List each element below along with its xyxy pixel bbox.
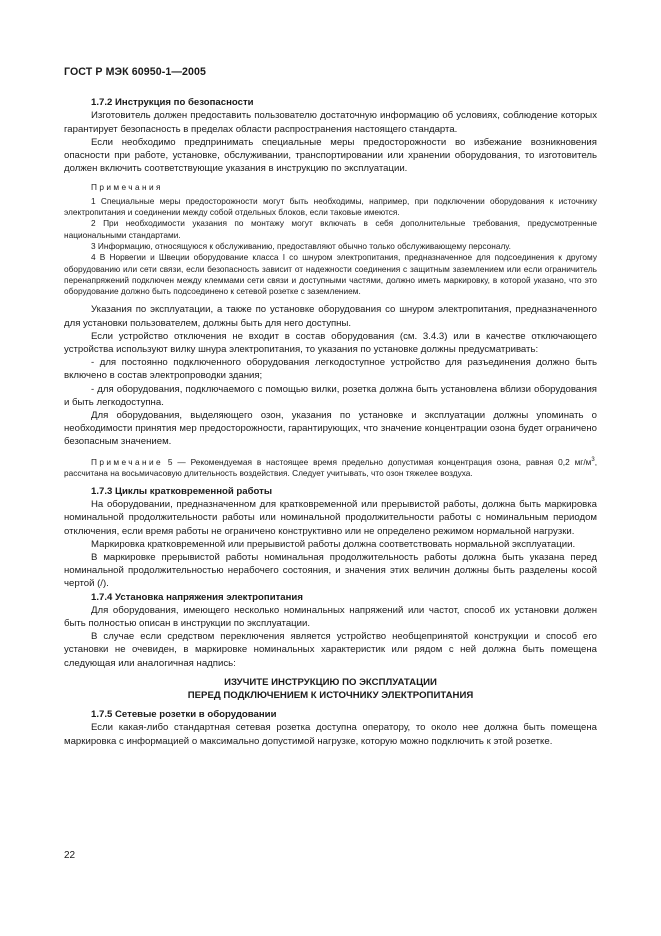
document-code: ГОСТ Р МЭК 60950-1—2005	[64, 66, 207, 78]
paragraph: В маркировке прерывистой работы номинальная продолжительность работы должна быть указана перед номинальной продолжительностью нерабочего состояния, и значения этих величин должны быть разделены косой чертой (/).	[64, 552, 597, 590]
note-label: Примечание	[91, 456, 164, 467]
paragraph: Маркировка кратковременной или прерывистой работы должна соответствовать нормальной эксплуатации.	[91, 538, 576, 550]
section-heading-1-7-3: 1.7.3 Циклы кратковременной работы	[91, 485, 273, 497]
list-item: - для постоянно подключенного оборудования легкодоступное устройство для разъединения должно быть включено в состав электропроводки здания;	[64, 357, 597, 382]
note-item: 2 При необходимости указания по монтажу могут включать в себя дополнительные требования, предусмотренные национальными стандартами.	[64, 218, 597, 240]
note-5	[64, 455, 597, 479]
paragraph: Указания по эксплуатации, а также по установке оборудования со шнуром электропитания, предназначенного для установки пользователем, должны быть для него доступны.	[64, 304, 597, 329]
notes-title: Примечания	[91, 182, 163, 193]
warning-line: ПЕРЕД ПОДКЛЮЧЕНИЕМ К ИСТОЧНИКУ ЭЛЕКТРОПИТАНИЯ	[187, 690, 474, 702]
list-item: - для оборудования, подключаемого с помощью вилки, розетка должна быть установлена вблизи оборудования и быть легкодоступна.	[64, 383, 597, 408]
note-text: , рассчитана на восьмичасовую длительность воздействия. Следует учитывать, что озон тяжелее воздуха.	[64, 456, 597, 478]
warning-label	[64, 676, 597, 702]
note-text: 5 — Рекомендуемая в настоящее время предельно допустимая концентрация озона, равная 0,2 мг/м	[163, 456, 592, 467]
note-item: 4 В Норвегии и Швеции оборудование класса I со шнуром электропитания, предназначенное для подсоединения к другому оборудованию или сети связи, если безопасность зависит от надежности соединения с защитным заземлением или если ограничитель перенапряжений подключен между клеммами сети связи и доступными частями, должно иметь маркировку, в которой указано, что это оборудование должно быть подсоединено к сетевой розетке с заземлением.	[64, 252, 597, 297]
section-heading-1-7-5: 1.7.5 Сетевые розетки в оборудовании	[91, 709, 277, 721]
section-heading-1-7-4: 1.7.4 Установка напряжения электропитания	[91, 591, 303, 603]
paragraph: Для оборудования, имеющего несколько номинальных напряжений или частот, способ их установки должен быть полностью описан в инструкции по эксплуатации.	[64, 604, 597, 630]
section-heading-1-7-2: 1.7.2 Инструкция по безопасности	[91, 97, 254, 109]
page-number: 22	[64, 850, 76, 861]
paragraph: Изготовитель должен предоставить пользователю достаточную информацию об условиях, соблюдение которых гарантирует безопасность в пределах области распространения настоящего стандарта.	[64, 110, 597, 135]
note-item: 3 Информацию, относящуюся к обслуживанию, предоставляют обычно только обслуживающему персоналу.	[91, 240, 511, 251]
paragraph: В случае если средством переключения является устройство необщепринятой конструкции и способ его установки не очевиден, в маркировке номинальных характеристик или рядом с ней должна быть помещена следующая или аналогичная надпись:	[64, 631, 597, 669]
paragraph: Для оборудования, выделяющего озон, указания по установке и эксплуатации должны упоминать о необходимости принятия мер предосторожности, гарантирующих, что значение концентрации озона будет ограничено безопасным значением.	[64, 410, 597, 448]
paragraph: Если необходимо предпринимать специальные меры предосторожности во избежание возникновения опасности при работе, установке, обслуживании, транспортировании или хранении оборудования, то изготовитель должен включить соответствующие указания в инструкцию по эксплуатации.	[64, 136, 597, 175]
note-item: 1 Специальные меры предосторожности могут быть необходимы, например, при подключении оборудования к источнику электропитания и соединении между собой отдельных блоков, если таковые имеются.	[64, 195, 597, 218]
warning-line: ИЗУЧИТЕ ИНСТРУКЦИЮ ПО ЭКСПЛУАТАЦИИ	[224, 676, 437, 688]
paragraph: Если устройство отключения не входит в состав оборудования (см. 3.4.3) или в качестве отключающего устройства используют вилку шнура электропитания, то указания по установке должны предусматривать:	[64, 330, 597, 355]
paragraph: На оборудовании, предназначенном для кратковременной или прерывистой работы, должна быть маркировка номинальной продолжительности работы или номинальной продолжительности работы с номинальным периодом отключения, если время работы не ограничено конструктивно или не определено режимом нормальной нагрузки.	[64, 499, 597, 537]
notes-block	[64, 182, 597, 297]
paragraph: Если какая-либо стандартная сетевая розетка доступна оператору, то около нее должна быть помещена маркировка с информацией о максимально допустимой нагрузке, которую можно подключить к этой розетке.	[64, 722, 597, 747]
superscript: 3	[591, 456, 595, 463]
